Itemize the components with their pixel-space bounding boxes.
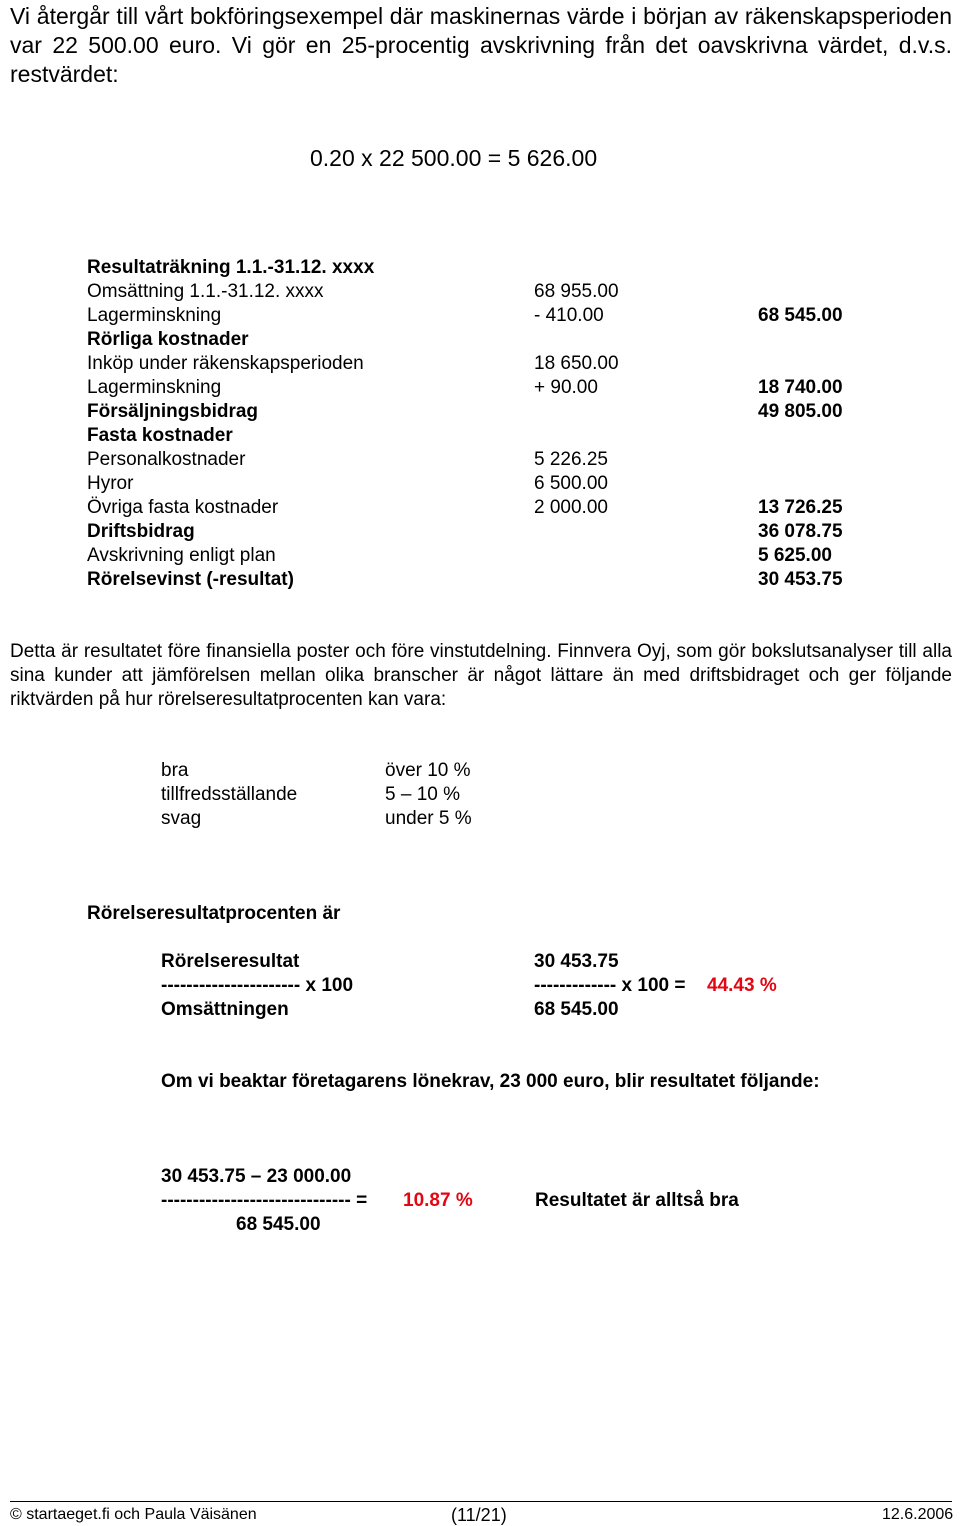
calc1-result: 44.43 % [707,975,777,996]
income-statement-row-label: Driftsbidrag [87,521,195,542]
income-statement-row-total: 18 740.00 [758,377,843,398]
income-statement-row-amount: - 410.00 [534,305,604,326]
income-statement-row-amount: 6 500.00 [534,473,608,494]
calc2-numerator: 30 453.75 – 23 000.00 [161,1166,352,1187]
footer-divider [10,1501,952,1502]
income-statement-row-amount: 68 955.00 [534,281,619,302]
calc2-divider: ------------------------------ = [161,1190,368,1211]
income-statement-row-label: Avskrivning enligt plan [87,545,276,566]
calc1-numerator-label: Rörelseresultat [161,951,300,972]
calc1-denominator-value: 68 545.00 [534,999,619,1020]
calc1-divider-label: ---------------------- x 100 [161,975,354,996]
income-statement-title: Resultaträkning 1.1.-31.12. xxxx [87,257,375,278]
calc1-denominator-label: Omsättningen [161,999,289,1020]
income-statement-row-total: 13 726.25 [758,497,843,518]
calc1-heading: Rörelseresultatprocenten är [87,903,341,924]
footer-copyright: © startaeget.fi och Paula Väisänen [10,1506,257,1523]
income-statement-row-label: Lagerminskning [87,305,222,326]
benchmark-value: 5 – 10 % [385,784,460,805]
income-statement-row-amount: 18 650.00 [534,353,619,374]
income-statement-row-label: Rörliga kostnader [87,329,249,350]
income-statement-row-amount: + 90.00 [534,377,598,398]
calc2-heading: Om vi beaktar företagarens lönekrav, 23 000 euro, blir resultatet följande: [161,1071,820,1092]
income-statement-row-label: Fasta kostnader [87,425,233,446]
calc2-result: 10.87 % [403,1190,473,1211]
income-statement-row-total: 36 078.75 [758,521,843,542]
income-statement-row-label: Rörelsevinst (-resultat) [87,569,294,590]
income-statement-row-label: Lagerminskning [87,377,222,398]
income-statement-row-label: Inköp under räkenskapsperioden [87,353,364,374]
income-statement-row-total: 5 625.00 [758,545,832,566]
income-statement-row-total: 68 545.00 [758,305,843,326]
benchmark-value: under 5 % [385,808,472,829]
income-statement-row-label: Omsättning 1.1.-31.12. xxxx [87,281,324,302]
income-statement-row-label: Försäljningsbidrag [87,401,259,422]
depreciation-formula: 0.20 x 22 500.00 = 5 626.00 [310,145,598,171]
calc2-denominator: 68 545.00 [236,1214,321,1235]
footer-date: 12.6.2006 [882,1506,954,1523]
calc1-numerator-value: 30 453.75 [534,951,619,972]
income-statement-row-label: Hyror [87,473,134,494]
calc2-conclusion: Resultatet är alltså bra [535,1190,739,1211]
analysis-paragraph: Detta är resultatet före finansiella poster och före vinstutdelning. Finnvera Oyj, som gör bokslutsanalyser till alla sina kunder att jämförelsen mellan olika branscher är något lättare än med driftsbidraget och ger följande riktvärden på hur rörelseresultatprocenten kan vara: [10,641,952,710]
income-statement-row-label: Övriga fasta kostnader [87,497,279,518]
income-statement-row-total: 30 453.75 [758,569,843,590]
income-statement-row-amount: 2 000.00 [534,497,608,518]
intro-paragraph: Vi återgår till vårt bokföringsexempel där maskinernas värde i början av räkenskapsperioden var 22 500.00 euro. Vi gör en 25-procentig avskrivning från det oavskrivna värdet, d.v.s. restvärdet: [10,3,952,87]
calc1-divider-value: ------------- x 100 = [534,975,686,996]
income-statement-row-label: Personalkostnader [87,449,246,470]
income-statement-row-total: 49 805.00 [758,401,843,422]
benchmark-label: svag [161,808,202,829]
income-statement-row-amount: 5 226.25 [534,449,608,470]
benchmark-label: bra [161,760,189,781]
benchmark-label: tillfredsställande [161,784,298,805]
footer-page-number: (11/21) [451,1505,507,1525]
benchmark-value: över 10 % [385,760,471,781]
